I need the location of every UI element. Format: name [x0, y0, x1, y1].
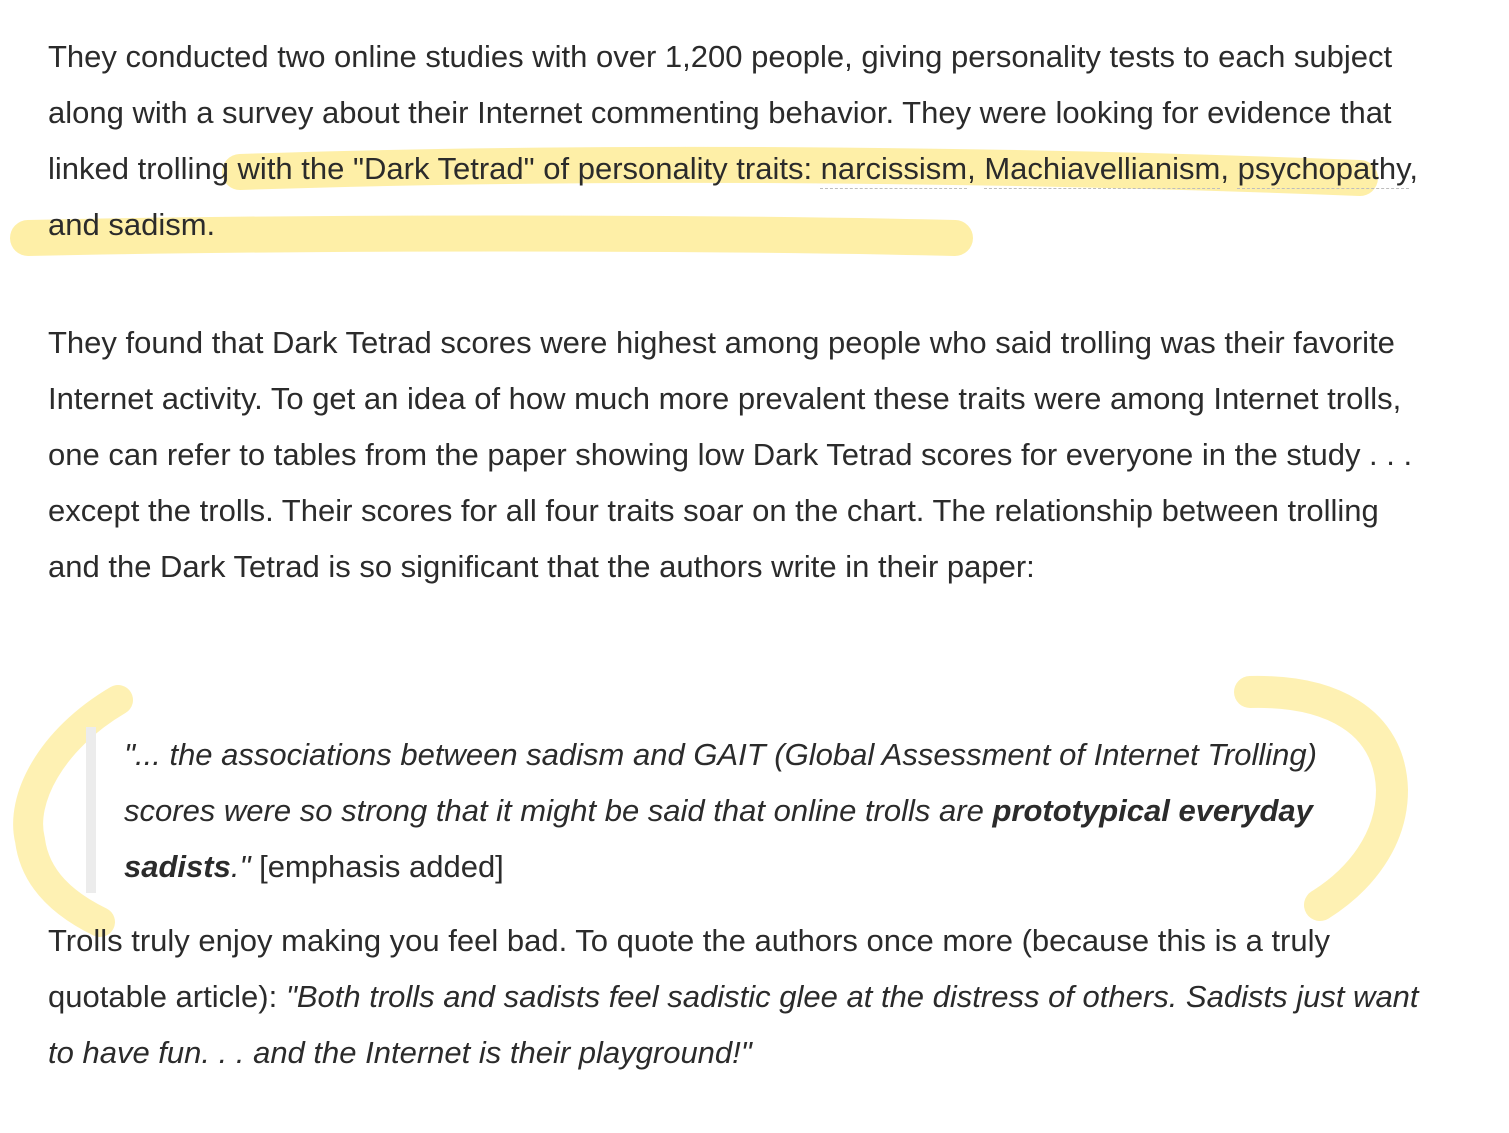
paragraph-conclusion-quote: "Both trolls and sadists feel sadistic glee at the distress of others. Sadists just want to have fun. . . and the Internet is their playground!"	[48, 979, 1419, 1070]
paragraph-conclusion	[48, 913, 1428, 1081]
separator-1: ,	[967, 151, 985, 186]
blockquote-text	[124, 727, 1364, 895]
separator-2: ,	[1220, 151, 1238, 186]
quote-emphasis: prototypical everyday sadists	[124, 793, 1313, 884]
term-narcissism[interactable]: narcissism	[820, 151, 968, 186]
paragraph-studies-text: They conducted two online studies with over 1,200 people, giving personality tests to each subject along with a survey about their Internet commenting behavior. They were looking for e	[48, 39, 1393, 130]
quote-body: "... the associations between sadism and GAIT (Global Assessment of Internet Trolling) scores were so strong that it might be said that online trolls are	[124, 737, 1317, 828]
paragraph-findings: They found that Dark Tetrad scores were highest among people who said trolling was their favorite Internet activity. To get an idea of how much more prevalent these traits were among Internet trolls, one can refer to tables from the paper showing low Dark Tetrad scores for everyone in the study . . . except the trolls. Their scores for all four traits soar on the chart. The relationship between trolling and the Dark Tetrad is so significant that the authors write in their paper:	[48, 325, 1413, 584]
term-machiavellianism[interactable]: Machiavellianism	[984, 151, 1221, 186]
blockquote-bar	[86, 727, 96, 893]
highlighted-text: vidence that linked trolling with the "Dark Tetrad" of personality traits:	[48, 95, 1392, 186]
paragraph-studies-tail: , and sadism.	[48, 151, 1418, 242]
quote-end: ."	[230, 849, 251, 884]
term-psychopathy[interactable]: psychopathy	[1237, 151, 1410, 186]
paragraph-studies	[48, 29, 1428, 253]
paragraph-conclusion-text: Trolls truly enjoy making you feel bad. To quote the authors once more (because this is a truly quotable article):	[48, 923, 1331, 1014]
quote-note: [emphasis added]	[250, 849, 504, 884]
